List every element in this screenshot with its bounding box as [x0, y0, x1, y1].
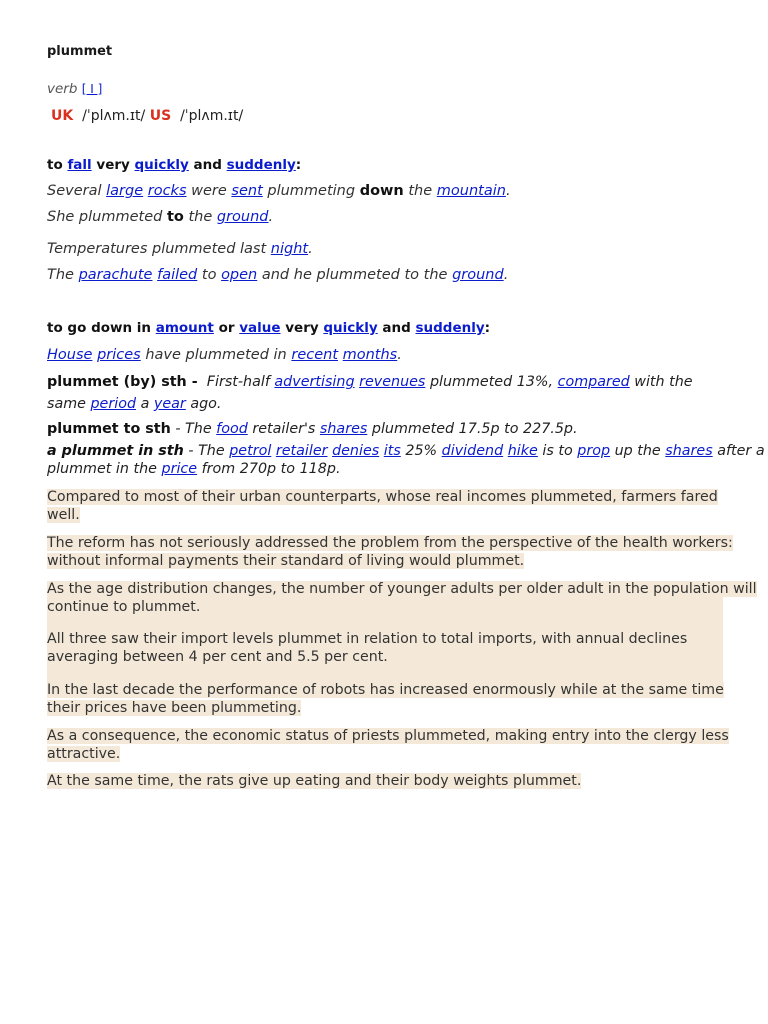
ex-period: . — [308, 241, 313, 257]
phrase-pattern: plummet to sth — [47, 421, 171, 437]
word-link-food[interactable]: food — [216, 421, 248, 437]
word-link-retailer[interactable]: retailer — [275, 443, 328, 459]
corpus-line: In the last decade the performance of robots has increased enormously while at the same time — [47, 682, 724, 698]
example-sentence — [47, 347, 402, 363]
uk-label: UK — [51, 108, 74, 124]
ex-text: the — [188, 209, 213, 225]
ex-text: a — [140, 396, 150, 412]
grammar-code-link[interactable]: [ I ] — [81, 82, 103, 96]
word-link-revenues[interactable]: revenues — [359, 374, 426, 390]
corpus-example — [47, 773, 581, 791]
part-of-speech-line — [47, 81, 102, 97]
corpus-line: All three saw their import levels plummet in relation to total imports, with annual declines — [47, 631, 688, 647]
word-link-its[interactable]: its — [383, 443, 401, 459]
ex-text: plummeted 17.5p to 227.5p. — [371, 421, 578, 437]
word-link-night[interactable]: night — [270, 241, 309, 257]
corpus-line: their prices have been plummeting. — [47, 699, 302, 716]
def-colon: : — [295, 157, 302, 173]
corpus-example — [47, 631, 687, 666]
word-link-quickly[interactable]: quickly — [134, 157, 189, 173]
us-label: US — [149, 108, 172, 124]
ex-text: plummet in the — [47, 461, 157, 477]
corpus-example — [47, 535, 733, 570]
corpus-line: The reform has not seriously addressed the problem from the perspective of the health workers: — [47, 535, 733, 551]
ex-keyword: down — [359, 183, 404, 199]
word-link-shares[interactable]: shares — [319, 421, 368, 437]
word-link-ground[interactable]: ground — [452, 267, 504, 283]
ex-text: ago. — [190, 396, 222, 412]
def-text: and — [193, 157, 222, 173]
definition-2 — [47, 320, 490, 336]
ex-text: retailer's — [252, 421, 316, 437]
ex-text: the — [408, 183, 433, 199]
phrase-example — [47, 443, 765, 478]
phrase-line — [47, 374, 725, 391]
ex-text: She plummeted — [47, 209, 163, 225]
word-link-mountain[interactable]: mountain — [436, 183, 506, 199]
word-link-value[interactable]: value — [239, 320, 281, 336]
example-sentence — [47, 209, 273, 225]
corpus-example — [47, 728, 729, 763]
phrase-line — [47, 396, 725, 413]
phrase-pattern: plummet (by) sth - — [47, 374, 198, 390]
corpus-line: Compared to most of their urban counterparts, whose real incomes plummeted, farmers fared — [47, 489, 718, 505]
ex-keyword: to — [166, 209, 184, 225]
corpus-example — [47, 581, 757, 616]
ex-text: up the — [614, 443, 661, 459]
word-link-failed[interactable]: failed — [157, 267, 198, 283]
def-text: to go down in — [47, 320, 152, 336]
word-link-house[interactable]: House — [47, 347, 93, 363]
word-link-amount[interactable]: amount — [155, 320, 214, 336]
word-link-ground[interactable]: ground — [216, 209, 269, 225]
corpus-line: without informal payments their standard of living would plummet. — [47, 552, 525, 569]
word-link-period[interactable]: period — [90, 396, 137, 412]
word-link-fall[interactable]: fall — [67, 157, 92, 173]
ex-text: to — [201, 267, 217, 283]
ex-period: . — [397, 347, 402, 363]
definition-1 — [47, 157, 301, 173]
phrase-example — [47, 374, 725, 413]
ex-text: were — [191, 183, 227, 199]
ex-text: same — [47, 396, 86, 412]
word-link-advertising[interactable]: advertising — [274, 374, 355, 390]
word-link-petrol[interactable]: petrol — [229, 443, 272, 459]
ex-text: Temperatures plummeted last — [47, 241, 267, 257]
word-link-price[interactable]: price — [161, 461, 198, 477]
word-link-large[interactable]: large — [106, 183, 144, 199]
phrase-line — [47, 443, 765, 460]
corpus-line: attractive. — [47, 745, 121, 762]
word-link-prices[interactable]: prices — [97, 347, 141, 363]
ex-period: . — [503, 267, 509, 283]
word-link-sent[interactable]: sent — [231, 183, 263, 199]
ex-text: - The — [175, 421, 212, 437]
uk-ipa: /ˈplʌm.ɪt/ — [82, 108, 146, 124]
corpus-example — [47, 489, 718, 524]
word-link-year[interactable]: year — [153, 396, 186, 412]
word-link-parachute[interactable]: parachute — [78, 267, 153, 283]
ex-text: First-half — [206, 374, 270, 390]
phrase-example — [47, 421, 578, 438]
ex-text: - The — [188, 443, 225, 459]
word-link-quickly[interactable]: quickly — [323, 320, 378, 336]
phrase-pattern: a plummet in sth — [47, 443, 184, 459]
word-link-hike[interactable]: hike — [507, 443, 538, 459]
word-link-prop[interactable]: prop — [577, 443, 611, 459]
word-link-open[interactable]: open — [221, 267, 258, 283]
ex-period: . — [268, 209, 274, 225]
def-text: very — [285, 320, 319, 336]
ex-text: is to — [542, 443, 573, 459]
word-link-dividend[interactable]: dividend — [441, 443, 504, 459]
corpus-line: well. — [47, 506, 80, 523]
ex-text: plummeting — [267, 183, 356, 199]
ex-text: and he plummeted to the — [261, 267, 448, 283]
corpus-line: As a consequence, the economic status of priests plummeted, making entry into the clergy less — [47, 728, 729, 744]
ex-period: . — [505, 183, 511, 199]
corpus-line: continue to plummet. — [47, 598, 201, 615]
corpus-line: averaging between 4 per cent and 5.5 per cent. — [47, 648, 388, 665]
corpus-line: At the same time, the rats give up eating and their body weights plummet. — [47, 773, 582, 789]
ex-text: plummeted 13%, — [429, 374, 554, 390]
corpus-line: As the age distribution changes, the number of younger adults per older adult in the population will — [47, 581, 757, 597]
ex-text: The — [47, 267, 74, 283]
example-sentence — [47, 183, 511, 199]
part-of-speech: verb — [47, 81, 78, 97]
word-link-shares[interactable]: shares — [665, 443, 713, 459]
word-link-rocks[interactable]: rocks — [147, 183, 187, 199]
def-text: or — [218, 320, 235, 336]
phrase-line — [47, 461, 727, 478]
ex-text: have plummeted in — [145, 347, 287, 363]
word-link-compared[interactable]: compared — [557, 374, 630, 390]
def-text: and — [382, 320, 411, 336]
def-colon: : — [484, 320, 491, 336]
ex-text: Several — [47, 183, 102, 199]
word-link-suddenly[interactable]: suddenly — [226, 157, 296, 173]
def-text: very — [96, 157, 130, 173]
ex-text: after a — [717, 443, 765, 459]
ex-text: 25% — [405, 443, 438, 459]
us-ipa: /ˈplʌm.ɪt/ — [180, 108, 244, 124]
word-link-recent[interactable]: recent — [291, 347, 339, 363]
def-text: to — [47, 157, 63, 173]
ex-text: with the — [634, 374, 693, 390]
word-link-denies[interactable]: denies — [332, 443, 380, 459]
headword: plummet — [47, 44, 113, 59]
word-link-months[interactable]: months — [342, 347, 398, 363]
word-link-suddenly[interactable]: suddenly — [415, 320, 485, 336]
corpus-example — [47, 682, 724, 717]
example-sentence — [47, 241, 313, 257]
example-sentence — [47, 267, 508, 283]
ex-text: from 270p to 118p. — [201, 461, 341, 477]
pronunciation-line — [51, 108, 243, 124]
